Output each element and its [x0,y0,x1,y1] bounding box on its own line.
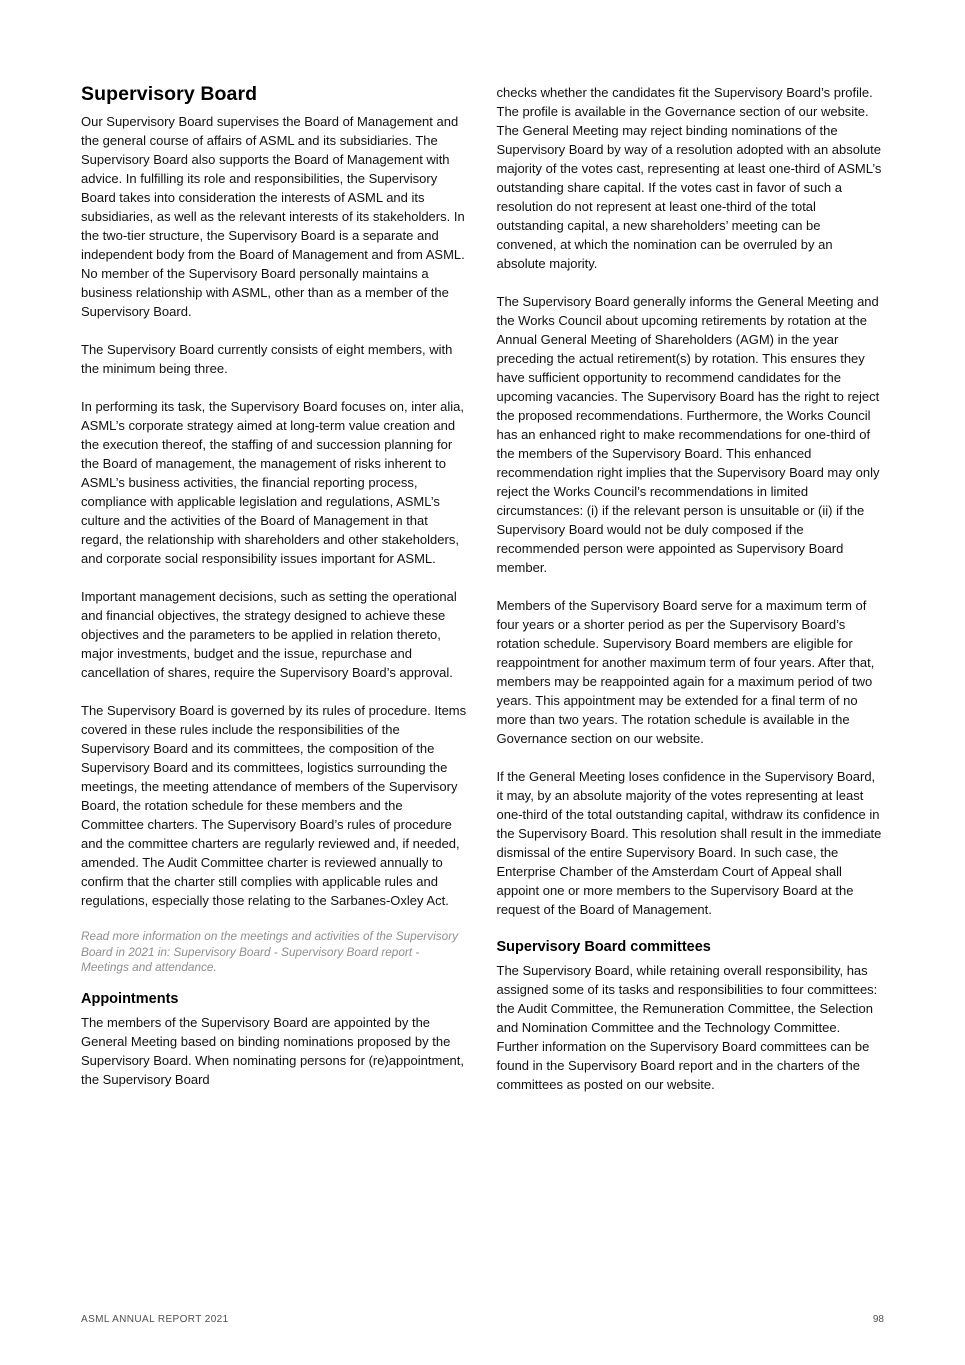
paragraph-members-count: The Supervisory Board currently consists of eight members, with the minimum being three. [81,342,453,376]
paragraph-appointments: The members of the Supervisory Board are appointed by the General Meeting based on binding nominations proposed by the Supervisory Board. When nominating persons for (re)appointment, the Supervisory Board [81,1014,464,1087]
footer-page-number: 98 [872,1314,884,1325]
paragraph-focus-areas: In performing its task, the Supervisory Board focuses on, inter alia, ASML’s corporate strategy aimed at long-term value creation and the execution thereof, the staffing of and succession planning for the Board of management, the management of risks inherent to ASML’s business activities, the financial reporting process, compliance with applicable legislation and regulations, ASML’s culture and the activities of the Board of Management in that regard, the relationship with shareholders and other stakeholders, and corporate social responsibility issues important for ASML. [81,399,464,566]
paragraph-management-decisions: Important management decisions, such as setting the operational and financial objectives, the strategy designed to achieve these objectives and the parameters to be applied in relation thereto, major investments, budget and the issue, repurchase and cancellation of shares, require the Supervisory Board’s approval. [81,589,457,680]
committees-heading: Supervisory Board committees [496,939,711,955]
cross-reference-note: Read more information on the meetings and activities of the Supervisory Board in 2021 in: Supervisory Board - Supervisory Board report - Meetings and attendance. [81,929,459,974]
left-column [81,83,469,1094]
footer-report-title: ASML ANNUAL REPORT 2021 [81,1314,229,1325]
paragraph-term-length: Members of the Supervisory Board serve for a maximum term of four years or a shorter period as per the Supervisory Board’s rotation schedule. Supervisory Board members are eligible for reappointment for another maximum term of four years. After that, members may be reappointed again for a maximum period of two years. This appointment may be extended for a final term of no more than two years. The rotation schedule is available in the Governance section on our website. [496,598,875,746]
document-body [81,83,884,1094]
paragraph-nominations-continued: checks whether the candidates fit the Supervisory Board’s profile. The profile is available in the Governance section of our website. The General Meeting may reject binding nominations of the Supervisory Board by way of a resolution adopted with an absolute majority of the votes cast, representing at least one-third of ASML’s outstanding share capital. If the votes cast in favor of such a resolution do not represent at least one-third of the total outstanding capital, a new shareholders’ meeting can be convened, at which the nomination can be overruled by an absolute majority. [496,85,882,271]
right-column [497,83,885,1094]
page-footer [81,1314,884,1325]
page-title: Supervisory Board [81,83,258,105]
paragraph-supervision: Our Supervisory Board supervises the Board of Management and the general course of affairs of ASML and its subsidiaries. The Supervisory Board also supports the Board of Management with advice. In fulfilling its role and responsibilities, the Supervisory Board takes into consideration the interests of ASML and its subsidiaries, as well as the relevant interests of its stakeholders. In the two-tier structure, the Supervisory Board is a separate and independent body from the Board of Management and from ASML. No member of the Supervisory Board personally maintains a business relationship with ASML, other than as a member of the Supervisory Board. [81,114,465,319]
appointments-heading: Appointments [81,990,179,1007]
paragraph-loss-of-confidence: If the General Meeting loses confidence in the Supervisory Board, it may, by an absolute majority of the votes representing at least one-third of the total outstanding capital, withdraw its confidence in the Supervisory Board. This resolution shall result in the immediate dismissal of the entire Supervisory Board. In such case, the Enterprise Chamber of the Amsterdam Court of Appeal shall appoint one or more members to the Supervisory Board at the request of the Board of Management. [496,769,882,917]
paragraph-retirements-rotation: The Supervisory Board generally informs the General Meeting and the Works Council about upcoming retirements by rotation at the Annual General Meeting of Shareholders (AGM) in the year preceding the actual retirement(s) by rotation. This ensures they have sufficient opportunity to recommend candidates for the upcoming vacancies. The Supervisory Board has the right to reject the proposed recommendations. Furthermore, the Works Council has an enhanced right to make recommendations for one-third of the members of the Supervisory Board. This enhanced recommendation right implies that the Supervisory Board may only reject the Works Council’s recommendations in limited circumstances: (i) if the relevant person is unsuitable or (ii) if the Supervisory Board would not be duly composed if the recommended person were appointed as Supervisory Board member. [496,294,880,575]
paragraph-rules-of-procedure: The Supervisory Board is governed by its rules of procedure. Items covered in these rules include the responsibilities of the Supervisory Board and its committees, the composition of the Supervisory Board and its committees, logistics surrounding the meetings, the meeting attendance of members of the Supervisory Board, the rotation schedule for these members and the Committee charters. The Supervisory Board’s rules of procedure and the committee charters are regularly reviewed and, if needed, amended. The Audit Committee charter is reviewed annually to confirm that the charter still complies with applicable rules and regulations, especially those relating to the Sarbanes-Oxley Act. [81,703,467,908]
paragraph-committees: The Supervisory Board, while retaining overall responsibility, has assigned some of its tasks and responsibilities to four committees: the Audit Committee, the Remuneration Committee, the Selection and Nomination Committee and the Technology Committee. Further information on the Supervisory Board committees can be found in the Supervisory Board report and in the charters of the committees as posted on our website. [496,963,878,1092]
